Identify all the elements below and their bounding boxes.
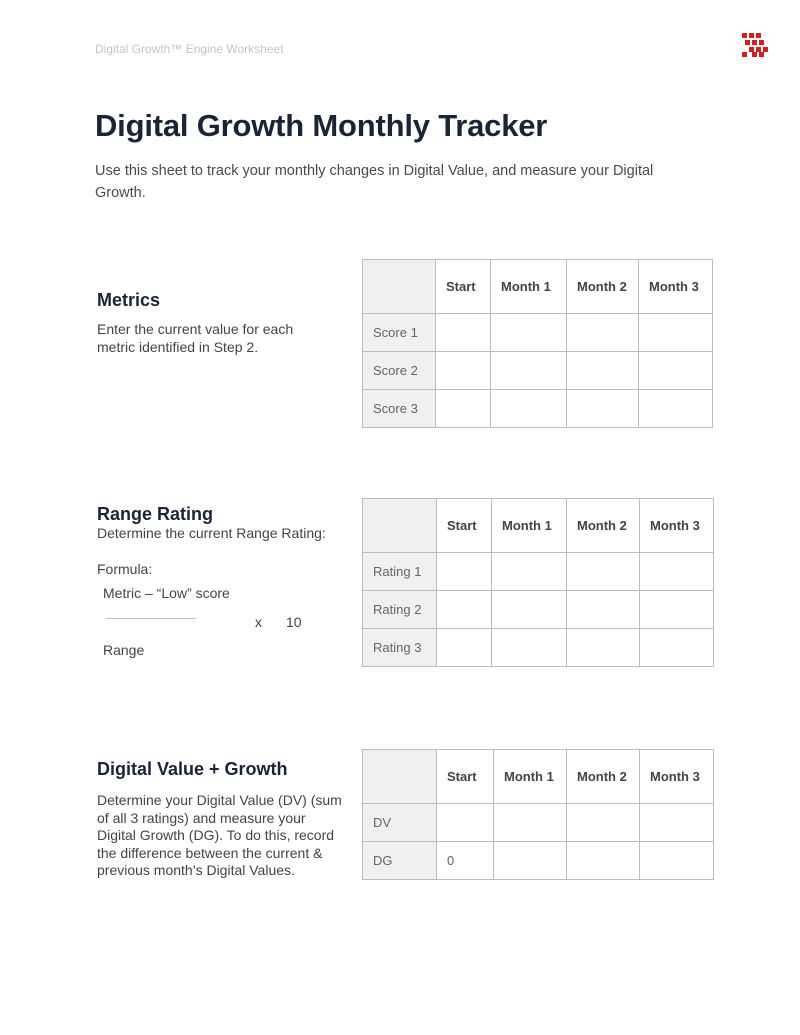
- rating-3-month-3-cell[interactable]: [640, 629, 714, 667]
- column-header-month-1: Month 1: [491, 260, 567, 314]
- row-label-score-1: Score 1: [363, 314, 436, 352]
- rating-2-month-2-cell[interactable]: [567, 591, 640, 629]
- range-header-row: [363, 499, 714, 553]
- range-rating-title: Range Rating: [97, 504, 214, 524]
- column-header-month-2: Month 2: [567, 750, 640, 804]
- row-label-dv: DV: [363, 804, 437, 842]
- dv-header-row: [363, 750, 714, 804]
- table-corner-cell: [363, 260, 436, 314]
- score-1-month-1-cell[interactable]: [491, 314, 567, 352]
- range-rating-table: [362, 498, 714, 667]
- metrics-title: Metrics: [97, 290, 161, 310]
- score-3-month-3-cell[interactable]: [639, 390, 713, 428]
- dg-month-3-cell[interactable]: [640, 842, 714, 880]
- column-header-start: Start: [437, 750, 494, 804]
- dv-month-1-cell[interactable]: [494, 804, 567, 842]
- formula-multiplier: 10: [286, 614, 302, 630]
- formula-denominator: Range: [103, 642, 145, 658]
- digital-value-description: Determine your Digital Value (DV) (sum of all 3 ratings) and measure your Digital Growth (DG). To do this, record the difference between the current & previous month’s Digital Values.: [97, 792, 342, 878]
- dg-month-2-cell[interactable]: [567, 842, 640, 880]
- score-2-start-cell[interactable]: [436, 352, 491, 390]
- rating-3-month-1-cell[interactable]: [492, 629, 567, 667]
- rating-1-start-cell[interactable]: [437, 553, 492, 591]
- column-header-month-2: Month 2: [567, 260, 639, 314]
- dg-start-cell[interactable]: 0: [437, 842, 494, 880]
- rating-2-start-cell[interactable]: [437, 591, 492, 629]
- row-label-score-2: Score 2: [363, 352, 436, 390]
- page-title: Digital Growth Monthly Tracker: [95, 108, 548, 143]
- row-label-dg: DG: [363, 842, 437, 880]
- table-corner-cell: [363, 750, 437, 804]
- table-row: [363, 842, 714, 880]
- score-3-start-cell[interactable]: [436, 390, 491, 428]
- score-2-month-2-cell[interactable]: [567, 352, 639, 390]
- metrics-table: [362, 259, 713, 428]
- formula-numerator: Metric – “Low” score: [103, 585, 230, 601]
- column-header-month-1: Month 1: [494, 750, 567, 804]
- range-rating-description: Determine the current Range Rating:: [97, 525, 326, 541]
- table-row: [363, 629, 714, 667]
- table-corner-cell: [363, 499, 437, 553]
- rating-3-month-2-cell[interactable]: [567, 629, 640, 667]
- dv-month-3-cell[interactable]: [640, 804, 714, 842]
- table-row: [363, 352, 713, 390]
- digital-value-title: Digital Value + Growth: [97, 759, 288, 779]
- column-header-month-1: Month 1: [492, 499, 567, 553]
- row-label-rating-1: Rating 1: [363, 553, 437, 591]
- row-label-score-3: Score 3: [363, 390, 436, 428]
- dv-start-cell[interactable]: [437, 804, 494, 842]
- table-row: [363, 553, 714, 591]
- page-intro: Use this sheet to track your monthly changes in Digital Value, and measure your Digital Growth.: [95, 163, 654, 201]
- rating-1-month-3-cell[interactable]: [640, 553, 714, 591]
- metrics-description: Enter the current value for each metric identified in Step 2.: [97, 321, 294, 355]
- score-2-month-3-cell[interactable]: [639, 352, 713, 390]
- score-1-start-cell[interactable]: [436, 314, 491, 352]
- column-header-start: Start: [437, 499, 492, 553]
- formula-times-sign: x: [255, 614, 262, 630]
- worksheet-header: Digital Growth™ Engine Worksheet: [95, 42, 284, 56]
- digital-value-table: [362, 749, 714, 880]
- row-label-rating-3: Rating 3: [363, 629, 437, 667]
- dg-month-1-cell[interactable]: [494, 842, 567, 880]
- table-row: [363, 804, 714, 842]
- table-row: [363, 390, 713, 428]
- column-header-month-3: Month 3: [640, 750, 714, 804]
- column-header-month-3: Month 3: [640, 499, 714, 553]
- formula-label: Formula:: [97, 561, 153, 577]
- row-label-rating-2: Rating 2: [363, 591, 437, 629]
- formula-fraction-line: [106, 618, 196, 619]
- table-row: [363, 314, 713, 352]
- column-header-month-3: Month 3: [639, 260, 713, 314]
- table-row: [363, 591, 714, 629]
- brand-logo-icon: [742, 33, 768, 57]
- rating-3-start-cell[interactable]: [437, 629, 492, 667]
- rating-1-month-2-cell[interactable]: [567, 553, 640, 591]
- rating-1-month-1-cell[interactable]: [492, 553, 567, 591]
- score-1-month-2-cell[interactable]: [567, 314, 639, 352]
- column-header-start: Start: [436, 260, 491, 314]
- score-3-month-1-cell[interactable]: [491, 390, 567, 428]
- score-2-month-1-cell[interactable]: [491, 352, 567, 390]
- dv-month-2-cell[interactable]: [567, 804, 640, 842]
- column-header-month-2: Month 2: [567, 499, 640, 553]
- metrics-header-row: [363, 260, 713, 314]
- score-3-month-2-cell[interactable]: [567, 390, 639, 428]
- rating-2-month-3-cell[interactable]: [640, 591, 714, 629]
- rating-2-month-1-cell[interactable]: [492, 591, 567, 629]
- score-1-month-3-cell[interactable]: [639, 314, 713, 352]
